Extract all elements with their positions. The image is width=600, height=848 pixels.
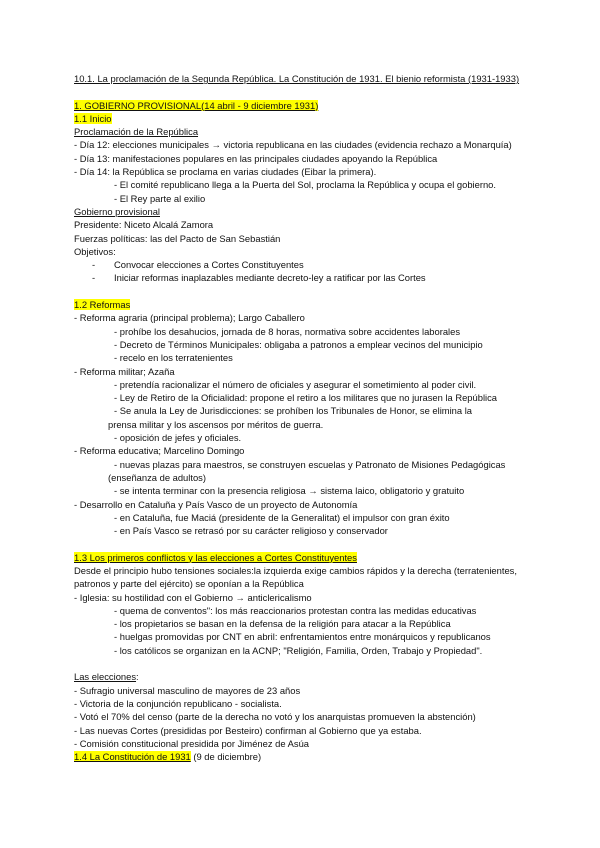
sub-list-item: - quema de conventos": los más reaccionarios protestan contra las medidas educativas: [114, 604, 477, 616]
sub-list-item: - Decreto de Términos Municipales: obligaba a patronos a emplear vecinos del municipio: [114, 338, 483, 350]
list-item: - Día 13: manifestaciones populares en las principales ciudades apoyando la República: [74, 152, 438, 164]
list-item: - Día 14: la República se proclama en varias ciudades (Eibar la primera).: [74, 166, 377, 178]
sub-list-item: - los católicos se organizan en la ACNP; "Religión, Familia, Orden, Trabajo y Propiedad".: [114, 644, 483, 656]
military-reform: - Reforma militar; Azaña: [74, 365, 175, 377]
section-1-1-heading: 1.1 Inicio: [74, 112, 112, 124]
government-title: Gobierno provisional: [74, 205, 160, 217]
constitution-date: (9 de diciembre): [190, 751, 262, 763]
section-1-heading: 1. GOBIERNO PROVISIONAL(14 abril - 9 diciembre 1931): [74, 99, 319, 111]
sub-list-item: - nuevas plazas para maestros, se construyen escuelas y Patronato de Misiones Pedagógicas: [114, 458, 506, 470]
objectives-label: Objetivos:: [74, 245, 116, 257]
sub-list-item: - se intenta terminar con la presencia religiosa → sistema laico, obligatorio y gratuito: [114, 485, 465, 497]
sub-list-item: - Ley de Retiro de la Oficialidad: propone el retiro a los militares que no jurasen la República: [114, 392, 498, 404]
sub-list-item: - recelo en los terratenientes: [114, 352, 233, 364]
intro-line: patronos y parte del ejército) se oponían a la República: [74, 578, 304, 590]
section-1-4-heading: 1.4 La Constitución de 1931: [74, 751, 191, 763]
list-item: - Sufragio universal masculino de mayores de 23 años: [74, 684, 301, 696]
sub-list-item: - prohíbe los desahucios, jornada de 8 horas, normativa sobre accidentes laborales: [114, 325, 461, 337]
sub-list-item: - pretendía racionalizar el número de oficiales y asegurar el sometimiento al poder civil.: [114, 378, 477, 390]
autonomy-reform: - Desarrollo en Cataluña y País Vasco de un proyecto de Autonomía: [74, 498, 358, 510]
list-item: - Comisión constitucional presidida por Jiménez de Asúa: [74, 737, 310, 749]
objective-item: - Iniciar reformas inaplazables mediante decreto-ley a ratificar por las Cortes: [92, 272, 426, 284]
sub-list-item: - El Rey parte al exilio: [114, 192, 206, 204]
objective-item: - Convocar elecciones a Cortes Constituyentes: [92, 259, 304, 271]
sub-list-continuation: (enseñanza de adultos): [108, 471, 206, 483]
intro-line: Desde el principio hubo tensiones sociales:la izquierda exige cambios rápidos y la derecha (terratenientes,: [74, 564, 517, 576]
sub-list-item: - en Cataluña, fue Maciá (presidente de la Generalitat) el impulsor con gran éxito: [114, 511, 450, 523]
sub-list-item: - en País Vasco se retrasó por su carácter religioso y conservador: [114, 525, 388, 537]
elections-title-colon: :: [136, 671, 139, 683]
sub-list-item: - oposición de jefes y oficiales.: [114, 432, 242, 444]
proclamation-title: Proclamación de la República: [74, 126, 199, 138]
president-line: Presidente: Niceto Alcalá Zamora: [74, 219, 214, 231]
agrarian-reform: - Reforma agraria (principal problema); Largo Caballero: [74, 312, 305, 324]
list-item: - Las nuevas Cortes (presididas por Besteiro) confirman al Gobierno que ya estaba.: [74, 724, 422, 736]
document-title: 10.1. La proclamación de la Segunda República. La Constitución de 1931. El bienio reformista (1931-1933): [74, 73, 520, 84]
list-item: - Votó el 70% del censo (parte de la derecha no votó y los anarquistas promueven la abstención): [74, 711, 476, 723]
document-body: [74, 72, 554, 763]
section-1-3-heading: 1.3 Los primeros conflictos y las elecciones a Cortes Constituyentes: [74, 551, 357, 563]
sub-list-item: - Se anula la Ley de Jurisdicciones: se prohíben los Tribunales de Honor, se elimina la: [114, 405, 473, 417]
forces-line: Fuerzas políticas: las del Pacto de San Sebastián: [74, 232, 281, 244]
church-line: - Iglesia: su hostilidad con el Gobierno → anticlericalismo: [74, 591, 312, 603]
sub-list-item: - huelgas promovidas por CNT en abril: enfrentamientos entre monárquicos y republicanos: [114, 631, 491, 643]
list-item: - Día 12: elecciones municipales → victoria republicana en las ciudades (evidencia rechazo a Monarquía): [74, 139, 512, 151]
education-reform: - Reforma educativa; Marcelino Domingo: [74, 445, 245, 457]
list-item: - Victoria de la conjunción republicano - socialista.: [74, 697, 282, 709]
elections-title: Las elecciones: [74, 671, 137, 683]
sub-list-item: - El comité republicano llega a la Puerta del Sol, proclama la República y ocupa el gobierno.: [114, 179, 496, 191]
sub-list-item: - los propietarios se basan en la defensa de la religión para atacar a la República: [114, 618, 451, 630]
section-1-2-heading: 1.2 Reformas: [74, 299, 131, 311]
sub-list-continuation: prensa militar y los ascensos por méritos de guerra.: [108, 418, 324, 430]
